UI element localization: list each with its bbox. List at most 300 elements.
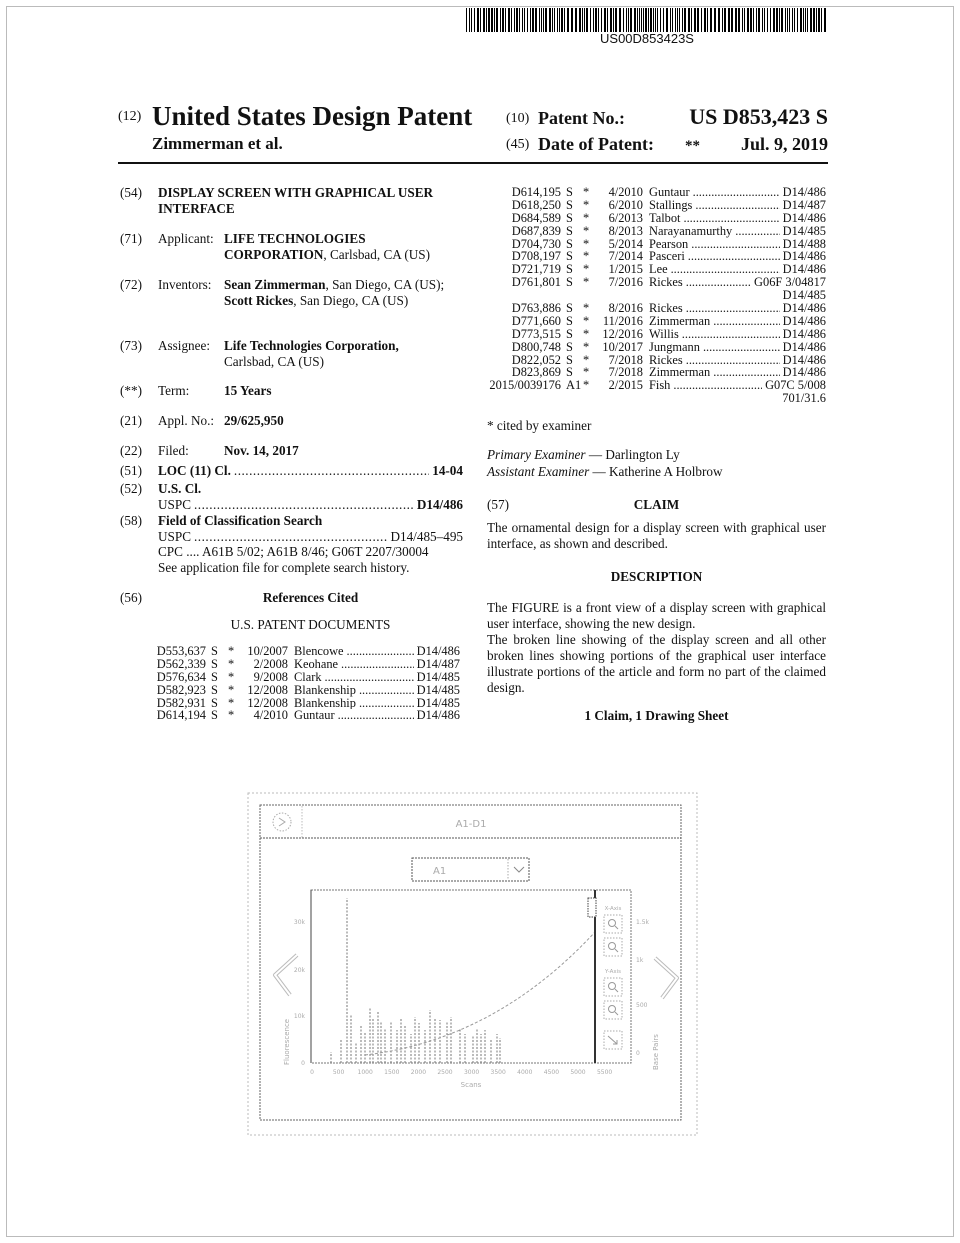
label: Inventors: (158, 277, 212, 292)
reference-row (150, 709, 460, 722)
examiner-mark: * (583, 378, 590, 393)
barcode-bar (688, 8, 690, 32)
assistant-examiner (487, 464, 723, 480)
reference-row (487, 186, 826, 199)
left-tick-label: 20k (293, 967, 305, 974)
kind-code: S (566, 185, 573, 199)
date: 2/2015 (608, 378, 643, 393)
x-tick-label: 1500 (384, 1069, 400, 1076)
barcode-bar (480, 8, 481, 32)
barcode-bar (810, 8, 812, 32)
barcode-bar (679, 8, 680, 32)
kind-code: S (211, 695, 218, 710)
code: (21) (120, 413, 142, 428)
barcode-bar (634, 8, 636, 32)
previous-arrow-icon[interactable] (275, 955, 297, 995)
barcode-bar (735, 8, 737, 32)
barcode-bar (511, 8, 512, 32)
code: (52) (120, 481, 142, 496)
label: U.S. Cl. (158, 481, 202, 496)
barcode-bar (710, 8, 712, 32)
inventor-short: Zimmerman et al. (152, 134, 283, 153)
sample-dropdown[interactable] (412, 858, 529, 881)
back-icon[interactable] (273, 813, 291, 831)
name: Rickes (649, 276, 683, 290)
barcode-bar (514, 8, 515, 32)
name: Talbot (649, 211, 681, 225)
patent-number: D553,637 (156, 644, 206, 658)
examiner-mark: * (583, 275, 590, 290)
right-tick-label: 500 (636, 1002, 648, 1009)
date: 10/2017 (602, 339, 643, 354)
date: 8/2013 (608, 223, 643, 238)
kind-code: S (566, 210, 573, 225)
patent-number: D582,931 (156, 695, 206, 710)
loc-value: 14-04 (432, 463, 463, 478)
patent-number: D684,589 (511, 210, 561, 225)
claim-text: The ornamental design for a display screen with graphical user interface, as shown and described. (487, 520, 826, 551)
kind-code: S (566, 313, 573, 328)
design-figure (245, 790, 705, 1140)
kind-code: S (211, 656, 218, 671)
barcode-bar (816, 8, 817, 32)
reference-row (487, 302, 826, 315)
barcode-bar (781, 8, 783, 32)
barcode-bar (794, 8, 795, 32)
examiner-mark: * (228, 695, 235, 710)
code: (58) (120, 513, 142, 528)
x-tick-label: 1000 (357, 1069, 373, 1076)
date: 12/2008 (247, 682, 288, 697)
barcode-bar (648, 8, 649, 32)
barcode-bar (496, 8, 498, 32)
class: D14/485 (416, 682, 460, 697)
kind-code: S (211, 644, 218, 658)
barcode-bar (639, 8, 640, 32)
x-tick-label: 4500 (543, 1069, 560, 1076)
class: D14/488 (782, 236, 826, 251)
date-of-patent: Jul. 9, 2019 (740, 134, 828, 154)
barcode-bar (787, 8, 788, 32)
name: Pearson (649, 237, 689, 251)
barcode-bar (773, 8, 775, 32)
barcode-bar (559, 8, 560, 32)
barcode-text: US00D853423S (600, 31, 694, 46)
class: D14/486 (782, 352, 826, 367)
reference-row (487, 276, 826, 289)
barcode-bar (742, 8, 743, 32)
range-slider-handle[interactable] (588, 898, 596, 917)
name: Clark (294, 670, 322, 684)
date: 12/2016 (602, 326, 643, 341)
reference-row (150, 645, 460, 658)
barcode (466, 8, 828, 32)
patent-number: D576,634 (156, 669, 206, 684)
date: 8/2016 (608, 301, 643, 316)
date: 6/2010 (608, 197, 643, 212)
barcode-bar (722, 8, 723, 32)
examiner-mark: * (228, 682, 235, 697)
code: (56) (120, 590, 142, 605)
name: Zimmerman (649, 366, 711, 380)
assignee-name: Life Technologies Corporation, (224, 338, 399, 353)
label: Assistant Examiner (487, 464, 590, 479)
description-paragraph-2: The broken line showing of the display screen and all other broken lines showing portions of the graphical user interface illustrate portions of the article and form no part of the claimed design. (487, 632, 826, 695)
barcode-bar (623, 8, 624, 32)
barcode-bar (598, 8, 599, 32)
x-tick-label: 2500 (437, 1069, 453, 1076)
class: D14/486 (782, 185, 826, 199)
right-axis-label: Base Pairs (652, 1034, 660, 1070)
barcode-bar (615, 8, 617, 32)
code: (72) (120, 277, 142, 292)
barcode-bar (532, 8, 534, 32)
field-us-cl (120, 481, 465, 513)
class: G06F 3/04817 (754, 275, 826, 290)
label: Field of Classification Search (158, 513, 323, 528)
code: (54) (120, 185, 142, 200)
barcode-bar (789, 8, 790, 32)
patent-number: D562,339 (156, 656, 206, 671)
window-title: A1-D1 (455, 819, 487, 830)
name: Narayanamurthy (649, 224, 733, 238)
reference-row (487, 199, 826, 212)
barcode-bar (519, 8, 520, 32)
barcode-bar (650, 8, 652, 32)
right-tick-label: 1k (636, 957, 644, 964)
barcode-bar (818, 8, 820, 32)
kind-code: S (211, 669, 218, 684)
class: D14/487 (416, 656, 460, 671)
code: (71) (120, 231, 142, 246)
term-value: 15 Years (224, 383, 272, 398)
barcode-bar (505, 8, 506, 32)
patent-number: D614,195 (511, 185, 561, 199)
patent-number: D761,801 (511, 275, 561, 290)
barcode-bar (516, 8, 518, 32)
inventor-2-location: , San Diego, CA (US) (293, 292, 409, 308)
reference-row (487, 328, 826, 341)
claims-summary: 1 Claim, 1 Drawing Sheet (584, 708, 729, 723)
barcode-bar (469, 8, 470, 32)
barcode-bar (527, 8, 528, 32)
uscl-value: D14/486 (416, 497, 463, 512)
barcode-bar (491, 8, 493, 32)
name: Guntaur (294, 709, 335, 723)
barcode-bar (797, 8, 798, 32)
barcode-bar (744, 8, 745, 32)
class: D14/485 (416, 695, 460, 710)
title-value: DISPLAY SCREEN WITH GRAPHICAL USER INTERFACE (158, 185, 434, 216)
cpc-value: CPC .... A61B 5/02; A61B 8/46; G06T 2207/30004 (158, 544, 429, 559)
name: Blencowe (294, 645, 344, 658)
barcode-bar (539, 8, 540, 32)
barcode-bar (626, 8, 627, 32)
date: 12/2008 (247, 695, 288, 710)
reference-row (487, 225, 826, 238)
barcode-bar (762, 8, 763, 32)
kind-code: S (566, 352, 573, 367)
name: Blankenship (294, 683, 356, 697)
barcode-bar (724, 8, 726, 32)
barcode-bar (821, 8, 822, 32)
references-subheading: U.S. PATENT DOCUMENTS (230, 617, 391, 632)
examiner-mark: * (583, 185, 590, 199)
name: Lee (649, 263, 668, 277)
examiner-mark: * (583, 262, 590, 277)
patent-number: D704,730 (511, 236, 561, 251)
patent-number: D771,660 (511, 313, 561, 328)
kind-code: S (566, 275, 573, 290)
examiner-mark: * (583, 365, 590, 380)
class: D14/485 (782, 223, 826, 238)
barcode-bar (767, 8, 768, 32)
barcode-bar (800, 8, 802, 32)
name: Pasceri (649, 250, 685, 264)
peaks (331, 898, 500, 1063)
date: 4/2010 (608, 185, 643, 199)
patent-number: D618,250 (511, 197, 561, 212)
date: 4/2010 (253, 708, 288, 723)
barcode-bar (619, 8, 621, 32)
barcode-bar (714, 8, 716, 32)
code-45: (45) (506, 137, 530, 152)
field-search (120, 513, 465, 577)
barcode-bar (750, 8, 752, 32)
class: D14/486 (416, 708, 460, 723)
barcode-bar (707, 8, 708, 32)
examiner-mark: * (583, 236, 590, 251)
barcode-bar (483, 8, 485, 32)
date-marker: ** (685, 138, 700, 154)
barcode-bar (694, 8, 696, 32)
applicant-location: , Carlsbad, CA (US) (323, 246, 431, 262)
barcode-bar (697, 8, 699, 32)
date-label: Date of Patent: (538, 134, 654, 154)
kind-code: S (211, 708, 218, 723)
zoom-in-y-icon[interactable] (604, 978, 622, 996)
filed-value: Nov. 14, 2017 (224, 443, 299, 458)
examiner-mark: * (583, 223, 590, 238)
kind-code: S (566, 339, 573, 354)
barcode-bar (488, 8, 490, 32)
examiner-mark: * (583, 313, 590, 328)
reference-row (487, 315, 826, 328)
date: 7/2018 (608, 365, 643, 380)
barcode-bar (584, 8, 585, 32)
barcode-bar (561, 8, 563, 32)
barcode-bar (474, 8, 475, 32)
label: Appl. No.: (158, 413, 215, 428)
x-axis-panel-label: X-Axis (604, 906, 622, 912)
class: D14/486 (782, 210, 826, 225)
barcode-bar (770, 8, 771, 32)
barcode-bar (738, 8, 740, 32)
inventor-1-location: , San Diego, CA (US); (325, 277, 445, 292)
date: 7/2014 (608, 249, 643, 264)
kind-code: S (566, 223, 573, 238)
name: Blankenship (294, 696, 356, 710)
examiner-mark: * (228, 656, 235, 671)
barcode-bar (824, 8, 826, 32)
barcode-bar (613, 8, 614, 32)
x-tick-label: 0 (310, 1069, 314, 1076)
name: Stallings (649, 198, 693, 212)
x-tick-label: 4000 (517, 1069, 533, 1076)
barcode-bar (670, 8, 671, 32)
label: Filed: (158, 443, 189, 458)
barcode-bar (486, 8, 487, 32)
barcode-bar (579, 8, 581, 32)
barcode-bar (508, 8, 510, 32)
examiner-mark: * (583, 197, 590, 212)
class: G07C 5/008 (765, 378, 826, 393)
date: 5/2014 (608, 236, 643, 251)
appl-value: 29/625,950 (224, 413, 284, 428)
examiner-mark: * (583, 326, 590, 341)
chart-area (311, 890, 631, 1063)
label: Primary Examiner (487, 447, 586, 462)
reset-zoom-icon[interactable] (604, 1031, 622, 1049)
barcode-bar (630, 8, 632, 32)
barcode-bar (522, 8, 523, 32)
inventor-2: Scott Rickes (224, 292, 294, 308)
barcode-bar (641, 8, 642, 32)
x-tick-label: 5000 (570, 1069, 586, 1076)
left-axis-label: Fluorescence (283, 1018, 291, 1065)
right-tick-label: 0 (636, 1050, 640, 1057)
barcode-bar (728, 8, 730, 32)
barcode-bar (655, 8, 656, 32)
label: Term: (158, 383, 190, 398)
y-axis-panel-label: Y-Axis (605, 969, 621, 975)
barcode-bar (575, 8, 577, 32)
barcode-bar (557, 8, 558, 32)
kind-code: S (566, 301, 573, 316)
barcode-bar (747, 8, 749, 32)
zoom-out-x-icon[interactable] (604, 938, 622, 956)
barcode-bar (571, 8, 573, 32)
document-type: United States Design Patent (152, 101, 473, 131)
name: Rickes (649, 353, 683, 367)
patent-number: D687,839 (511, 223, 561, 238)
barcode-bar (731, 8, 733, 32)
code: (**) (120, 383, 142, 398)
zoom-in-x-icon[interactable] (604, 915, 622, 933)
patent-number: D763,886 (511, 301, 561, 316)
kind-code: S (566, 197, 573, 212)
class: D14/486 (782, 249, 826, 264)
barcode-bar (701, 8, 702, 32)
barcode-bar (549, 8, 551, 32)
name: Guntaur (649, 186, 690, 199)
x-tick-label: 3000 (463, 1069, 480, 1076)
name: Willis (649, 327, 679, 341)
barcode-bar (582, 8, 583, 32)
next-arrow-icon[interactable] (655, 958, 677, 998)
barcode-bar (785, 8, 786, 32)
name: Zimmerman (649, 314, 711, 328)
barcode-bar (601, 8, 602, 32)
barcode-bar (718, 8, 720, 32)
barcode-bar (545, 8, 547, 32)
right-tick-label: 1.5k (636, 919, 650, 926)
barcode-bar (554, 8, 555, 32)
patent-number: US D853,423 S (689, 104, 828, 129)
zoom-out-y-icon[interactable] (604, 1001, 622, 1019)
code: (22) (120, 443, 142, 458)
date: 7/2016 (608, 275, 643, 290)
class: D14/486 (782, 301, 826, 316)
field-assignee (120, 338, 465, 372)
examiner-mark: * (583, 339, 590, 354)
barcode-bar (675, 8, 676, 32)
reference-row (487, 212, 826, 225)
date: 6/2013 (608, 210, 643, 225)
dropdown-value: A1 (433, 866, 447, 877)
patent-number: D582,923 (156, 682, 206, 697)
code-10: (10) (506, 111, 530, 126)
barcode-bar (643, 8, 644, 32)
barcode-bar (586, 8, 588, 32)
primary-examiner (487, 447, 680, 463)
claim-heading: CLAIM (633, 497, 680, 512)
inventor-1: Sean Zimmerman (224, 277, 326, 292)
barcode-bar (524, 8, 525, 32)
kind-code: S (566, 236, 573, 251)
barcode-bar (535, 8, 537, 32)
barcode-bar (500, 8, 501, 32)
sub-label: USPC (158, 529, 191, 544)
date: 2/2008 (253, 656, 288, 671)
claim-code: (57) (487, 497, 509, 512)
field-applicant (120, 231, 465, 265)
assignee-location: Carlsbad, CA (US) (224, 353, 325, 369)
barcode-bar (530, 8, 531, 32)
barcode-bar (663, 8, 664, 32)
examiner-mark: * (583, 301, 590, 316)
barcode-bar (466, 8, 467, 32)
date: 1/2015 (608, 262, 643, 277)
chevron-down-icon (514, 867, 524, 872)
x-tick-label: 500 (332, 1069, 345, 1076)
barcode-bar (776, 8, 778, 32)
barcode-bar (604, 8, 606, 32)
header-rule (118, 162, 828, 164)
class: D14/486 (416, 644, 460, 658)
kind-code: S (211, 682, 218, 697)
examiner-mark: * (228, 708, 235, 723)
patent-number: D823,869 (511, 365, 561, 380)
barcode-bar (758, 8, 760, 32)
class-continued: D14/485 (782, 288, 826, 303)
kind-code: S (566, 262, 573, 277)
barcode-bar (567, 8, 569, 32)
patent-number: D822,052 (511, 352, 561, 367)
patent-number: D708,197 (511, 249, 561, 264)
field-title (120, 185, 465, 219)
references-left (150, 645, 460, 722)
applicant-name: LIFE TECHNOLOGIES CORPORATION (224, 231, 366, 262)
name: Keohane (294, 657, 339, 671)
cited-note: * cited by examiner (487, 418, 592, 433)
examiner-mark: * (583, 210, 590, 225)
x-tick-label: 2000 (410, 1069, 427, 1076)
barcode-bar (803, 8, 804, 32)
barcode-bar (477, 8, 479, 32)
x-tick-label: 5500 (596, 1069, 613, 1076)
date: 9/2008 (253, 669, 288, 684)
